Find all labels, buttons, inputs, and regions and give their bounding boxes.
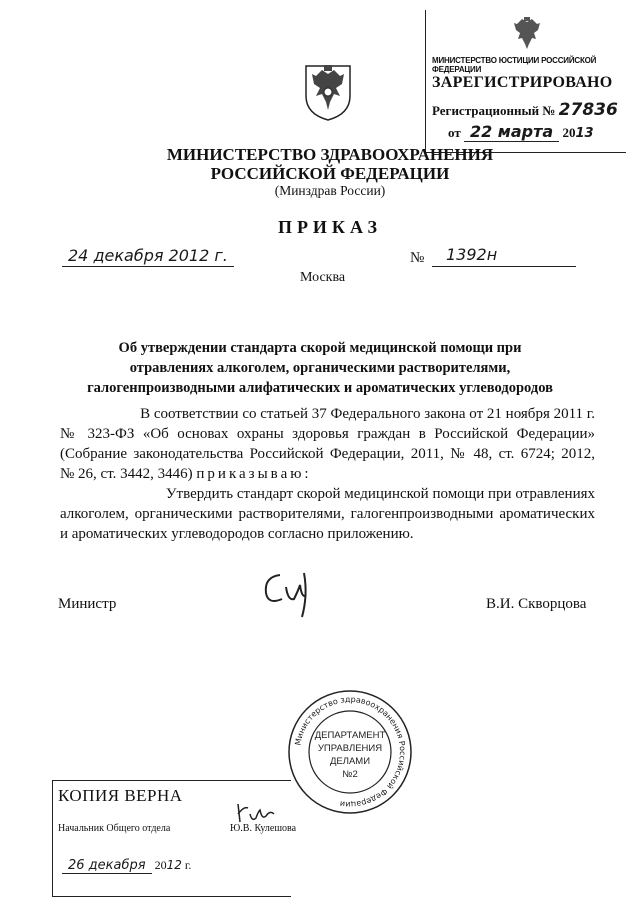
order-date: 24 декабря 2012 г. — [68, 246, 228, 265]
body-p2-line3: и ароматических углеводородов согласно приложению. — [60, 526, 414, 542]
registration-year-prefix: 20 — [562, 125, 576, 140]
body-p1-line3: (Собрание законодательства Российской Федерации, 2011, № 48, ст. 6724; 2012, — [60, 446, 595, 462]
ministry-name-line2: РОССИЙСКОЙ ФЕДЕРАЦИИ — [210, 164, 450, 183]
ministry-name-line1: МИНИСТЕРСТВО ЗДРАВООХРАНЕНИЯ — [166, 145, 494, 164]
subject-line3: галогенпроизводными алифатических и ароматических углеводородов — [87, 380, 553, 396]
order-number-label: № — [410, 250, 425, 266]
registration-date-value: 22 марта — [464, 122, 559, 142]
body-p2-line2: алкоголем, органическими растворителями, галогенпроизводными ароматических — [60, 506, 595, 522]
signatory-position: Министр — [58, 596, 117, 612]
registration-date-prefix: от — [448, 125, 461, 140]
seal-ring-text: Министерство здравоохранения Российской Федерации — [293, 694, 408, 810]
body-p1-line4-row — [60, 464, 595, 484]
seal-line1: ДЕПАРТАМЕНТ — [314, 730, 386, 741]
registration-year-value: 13 — [575, 126, 594, 141]
copy-verified-title: КОПИЯ ВЕРНА — [58, 786, 183, 805]
copy-year-prefix: 20 — [154, 858, 167, 872]
copy-name: Ю.В. Кулешова — [230, 823, 297, 834]
signatory-name: В.И. Скворцова — [486, 596, 587, 612]
document-type: ПРИКАЗ — [277, 217, 383, 237]
order-number-line — [432, 266, 576, 267]
body-p1-line1: В соответствии со статьей 37 Федерального закона от 21 ноября 2011 г. — [140, 406, 595, 422]
order-date-line — [62, 266, 234, 267]
order-city: Москва — [300, 270, 346, 285]
ministry-short-name: (Минздрав России) — [274, 183, 386, 198]
copy-position: Начальник Общего отдела — [58, 823, 171, 834]
body-p1-line2: № 323-ФЗ «Об основах охраны здоровья граждан в Российской Федерации» — [60, 426, 595, 442]
registration-number-row — [432, 100, 618, 120]
registration-emblem — [510, 16, 544, 52]
coat-of-arms-emblem — [302, 62, 354, 122]
round-seal — [286, 688, 414, 816]
body-p1-line4: № 26, ст. 3442, 3446) — [60, 466, 193, 482]
subject-line2: отравлениях алкоголем, органическими растворителями, — [129, 360, 511, 376]
body-p2-line1: Утвердить стандарт скорой медицинской помощи при отравлениях — [165, 486, 595, 502]
copy-date-row — [62, 858, 191, 873]
seal-line3: ДЕЛАМИ — [329, 756, 371, 767]
copy-date-value: 26 декабря — [62, 858, 152, 874]
seal-line2: УПРАВЛЕНИЯ — [317, 743, 383, 754]
registration-ministry: МИНИСТЕРСТВО ЮСТИЦИИ РОССИЙСКОЙ ФЕДЕРАЦИИ — [432, 56, 597, 74]
body-command: приказываю: — [196, 466, 312, 482]
copy-year-value: 12 — [166, 858, 182, 872]
registration-date-row — [448, 122, 594, 141]
copy-year-suffix: г. — [184, 858, 192, 872]
order-subject — [70, 338, 570, 398]
order-number-value: 1392н — [446, 245, 498, 264]
body-paragraph-1 — [60, 404, 595, 484]
minister-signature — [258, 565, 328, 620]
registration-number-value: 27836 — [558, 100, 618, 120]
registration-number-label: Регистрационный № — [432, 103, 556, 118]
registration-status: ЗАРЕГИСТРИРОВАНО — [432, 74, 613, 91]
subject-line1: Об утверждении стандарта скорой медицинской помощи при — [118, 340, 522, 356]
seal-line4: №2 — [342, 769, 358, 780]
body-paragraph-2 — [60, 484, 595, 544]
